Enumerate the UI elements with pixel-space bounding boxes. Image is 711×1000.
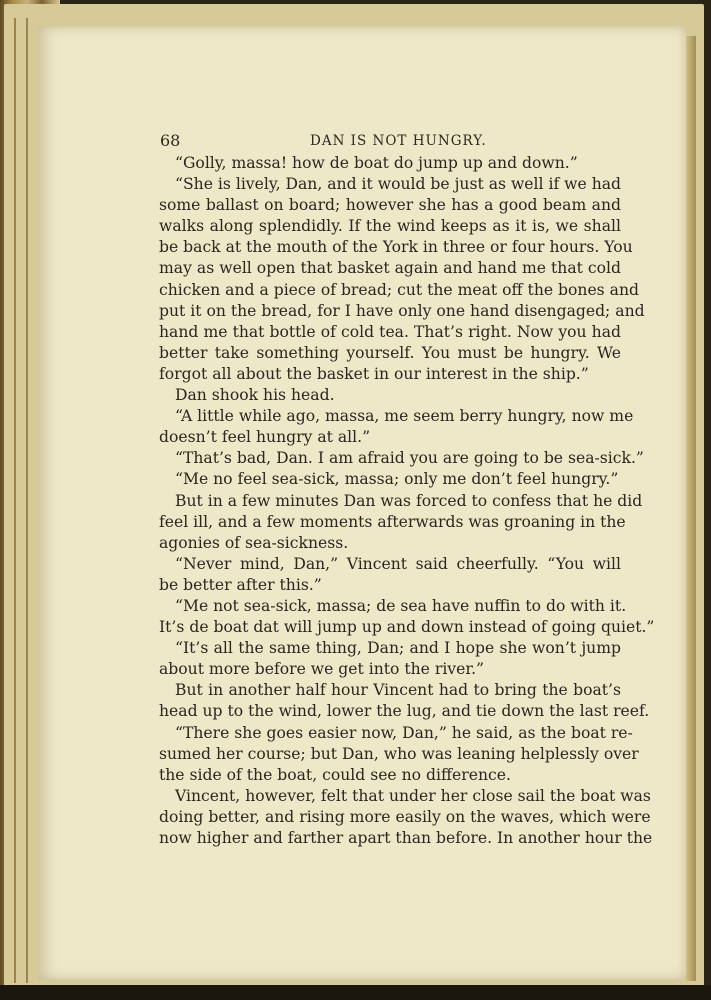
text-line: chicken and a piece of bread; cut the meat off the bones and (159, 280, 639, 299)
text-line: doing better, and rising more easily on the waves, which were (159, 807, 651, 826)
text-line: “She is lively, Dan, and it would be just as well if we had (175, 175, 622, 194)
body-text (159, 153, 655, 849)
text-line: “A little while ago, massa, me seem berry hungry, now me (175, 407, 634, 426)
text-line: sumed her course; but Dan, who was leaning helplessly over (159, 744, 639, 763)
text-line: head up to the wind, lower the lug, and tie down the last reef. (159, 702, 650, 721)
text-line: “Me no feel sea-sick, massa; only me don’t feel hungry.” (175, 470, 619, 489)
text-line: “There she goes easier now, Dan,” he said, as the boat re- (175, 723, 633, 742)
text-line: “That’s bad, Dan. I am afraid you are going to be sea-sick.” (175, 449, 644, 468)
page-edge (686, 36, 696, 981)
text-line: “Never mind, Dan,” Vincent said cheerfully. “You will (175, 554, 621, 573)
text-line: Dan shook his head. (175, 386, 335, 405)
text-line: “Golly, massa! how de boat do jump up and down.” (175, 154, 578, 172)
text-line: some ballast on board; however she has a good beam and (159, 196, 621, 215)
text-line: But in another half hour Vincent had to bring the boat’s (175, 681, 621, 700)
text-line: put it on the bread, for I have only one hand disengaged; and (159, 301, 645, 320)
background-strip (0, 985, 711, 1000)
text-line: agonies of sea-sickness. (159, 533, 349, 552)
text-line: “It’s all the same thing, Dan; and I hope she won’t jump (175, 639, 621, 658)
text-line: be back at the mouth of the York in three or four hours. You (159, 238, 633, 257)
text-line: now higher and farther apart than before. In another hour the (159, 829, 653, 847)
page-header (160, 131, 620, 151)
running-head: DAN IS NOT HUNGRY. (310, 133, 487, 149)
text-line: better take something yourself. You must be hungry. We (159, 343, 621, 362)
page-number: 68 (160, 131, 181, 150)
text-line: walks along splendidly. If the wind keeps as it is, we shall (159, 217, 621, 236)
text-line: hand me that bottle of cold tea. That’s right. Now you had (159, 322, 621, 341)
text-line: may as well open that basket again and hand me that cold (159, 259, 621, 278)
text-line: But in a few minutes Dan was forced to confess that he did (175, 491, 643, 510)
text-line: about more before we get into the river.” (159, 660, 485, 679)
text-line: It’s de boat dat will jump up and down instead of going quiet.” (159, 618, 655, 637)
text-line: the side of the boat, could see no difference. (159, 765, 511, 784)
text-line: doesn’t feel hungry at all.” (159, 428, 371, 447)
text-line: be better after this.” (159, 575, 322, 594)
text-line: Vincent, however, felt that under her close sail the boat was (175, 786, 651, 805)
text-line: feel ill, and a few moments afterwards was groaning in the (159, 512, 626, 531)
text-line: forgot all about the basket in our interest in the ship.” (159, 364, 589, 383)
text-line: “Me not sea-sick, massa; de sea have nuffin to do with it. (175, 596, 627, 615)
